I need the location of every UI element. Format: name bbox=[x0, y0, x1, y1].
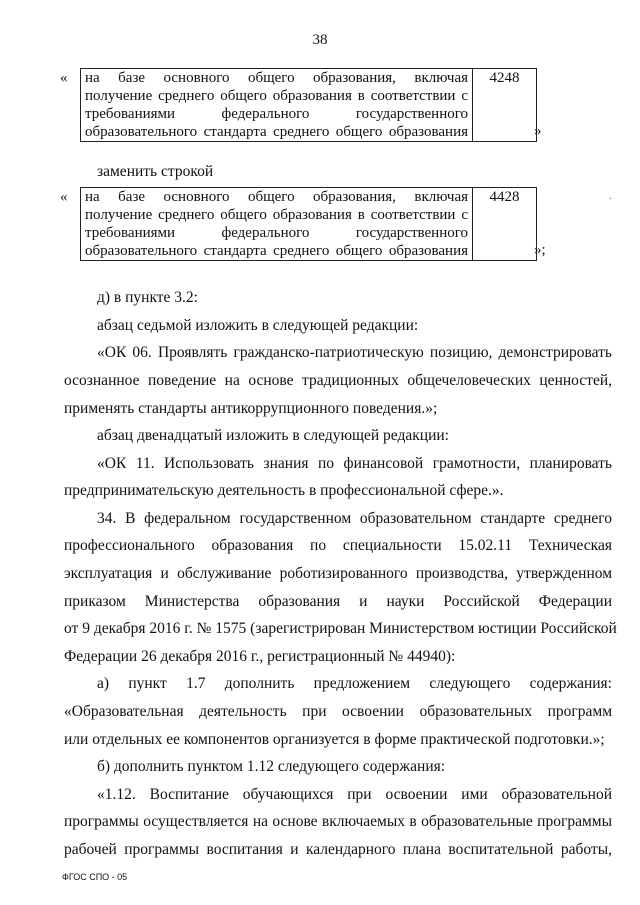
body-line: абзац двенадцатый изложить в следующей редакции: bbox=[97, 427, 449, 444]
body-line: «Образовательная деятельность при освоении образовательных программ bbox=[64, 703, 612, 720]
body-line: эксплуатация и обслуживание роботизированного производства, утвержденном bbox=[64, 565, 612, 582]
table1-value: 4248 bbox=[473, 69, 537, 142]
body-line: или отдельных ее компонентов организуется в форме практической подготовки.»; bbox=[64, 731, 605, 748]
table1-open-quote: « bbox=[60, 70, 68, 86]
table2-desc-line: получение среднего общего образования в соответствии с bbox=[85, 207, 468, 223]
table1-desc-line: требованиями федерального государственного bbox=[85, 106, 468, 122]
body-line: д) в пункте 3.2: bbox=[97, 289, 198, 306]
body-line: осознанное поведение на основе традиционных общечеловеческих ценностей, bbox=[64, 372, 612, 389]
body-line: от 9 декабря 2016 г. № 1575 (зарегистрирован Министерством юстиции Российской bbox=[64, 620, 617, 637]
table2-desc-line: требованиями федерального государственного bbox=[85, 225, 468, 241]
table1 bbox=[80, 68, 537, 142]
body-line: предпринимательскую деятельность в профессиональной сфере.». bbox=[64, 482, 504, 499]
margin-mark: · bbox=[609, 194, 613, 205]
body-line: абзац седьмой изложить в следующей редакции: bbox=[97, 317, 419, 334]
body-line: рабочей программы воспитания и календарного плана воспитательной работы, bbox=[64, 841, 612, 858]
table2 bbox=[80, 187, 537, 261]
table2-close-quote: »; bbox=[534, 242, 546, 258]
body-line: 34. В федеральном государственном образовательном стандарте среднего bbox=[97, 510, 612, 527]
body-line: Федерации 26 декабря 2016 г., регистрационный № 44940): bbox=[64, 648, 456, 665]
table2-description bbox=[81, 188, 473, 261]
body-line: б) дополнить пунктом 1.12 следующего содержания: bbox=[97, 758, 446, 775]
body-line: приказом Министерства образования и науки Российской Федерации bbox=[64, 593, 612, 610]
table2-value: 4428 bbox=[473, 188, 537, 261]
body-line: программы осуществляется на основе включаемых в образовательные программы bbox=[64, 813, 612, 830]
table1-close-quote: » bbox=[534, 123, 542, 139]
table1-desc-line: образовательного стандарта среднего общего образования bbox=[85, 124, 468, 140]
table2-desc-line: на базе основного общего образования, включая bbox=[85, 189, 468, 205]
table2-open-quote: « bbox=[60, 189, 68, 205]
replace-label: заменить строкой bbox=[97, 163, 214, 180]
table1-desc-line: на базе основного общего образования, включая bbox=[85, 70, 468, 86]
body-line: профессионального образования по специальности 15.02.11 Техническая bbox=[64, 537, 612, 554]
body-line: «ОК 11. Использовать знания по финансовой грамотности, планировать bbox=[97, 455, 612, 472]
table1-description bbox=[81, 69, 473, 142]
body-line: «1.12. Воспитание обучающихся при освоении ими образовательной bbox=[97, 786, 612, 803]
body-line: а) пункт 1.7 дополнить предложением следующего содержания: bbox=[97, 675, 612, 692]
body-line: применять стандарты антикоррупционного поведения.»; bbox=[64, 400, 438, 417]
table2-desc-line: образовательного стандарта среднего общего образования bbox=[85, 243, 468, 259]
page-number: 38 bbox=[312, 32, 328, 48]
footer-code: ФГОС СПО - 05 bbox=[62, 872, 128, 882]
table1-desc-line: получение среднего общего образования в соответствии с bbox=[85, 88, 468, 104]
body-line: «ОК 06. Проявлять гражданско-патриотическую позицию, демонстрировать bbox=[97, 344, 612, 361]
